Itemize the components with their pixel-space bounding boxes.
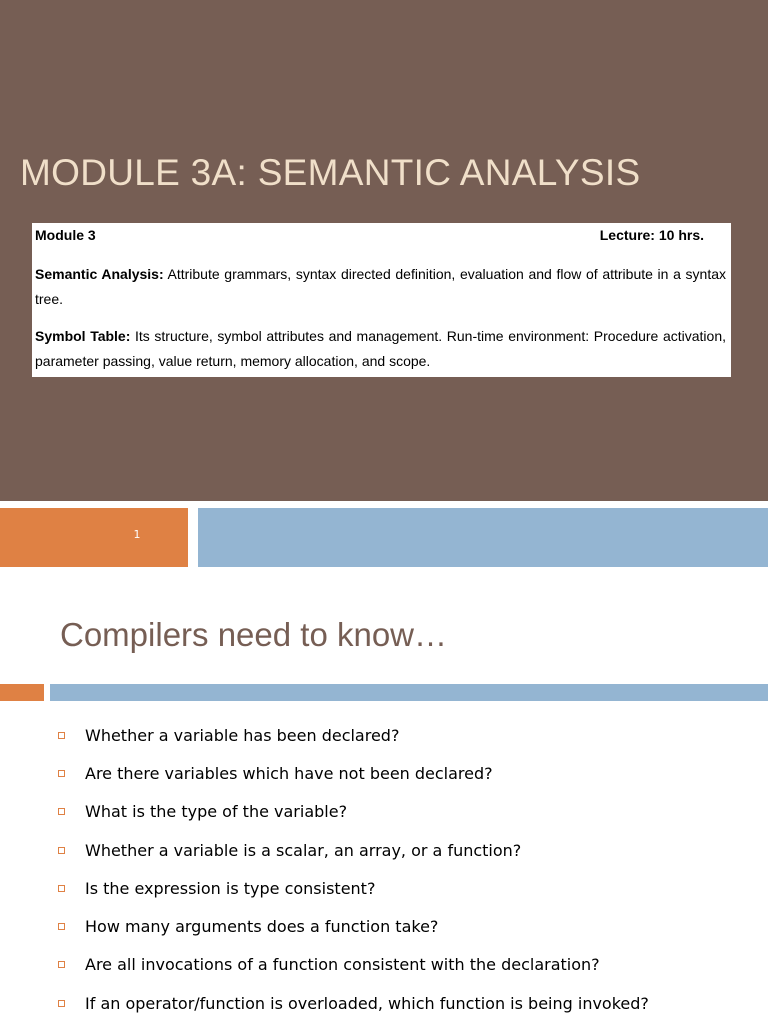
semantic-analysis-label: Semantic Analysis: xyxy=(35,266,164,282)
list-item xyxy=(58,946,649,984)
symbol-table-text: Its structure, symbol attributes and management. Run-time environment: Procedure activation, parameter passing, value return, memory allocation, and scope. xyxy=(35,328,726,369)
square-bullet-icon xyxy=(58,808,65,815)
square-bullet-icon xyxy=(58,923,65,930)
square-bullet-icon xyxy=(58,961,65,968)
list-item xyxy=(58,907,649,945)
semantic-analysis-paragraph xyxy=(35,262,726,312)
title-divider-blue xyxy=(50,684,768,701)
bullet-list xyxy=(58,716,649,1022)
symbol-table-label: Symbol Table: xyxy=(35,328,131,344)
slide2-title: Compilers need to know… xyxy=(60,616,448,653)
square-bullet-icon xyxy=(58,732,65,739)
bullet-text: Whether a variable is a scalar, an array, or a function? xyxy=(85,840,522,860)
bullet-text: If an operator/function is overloaded, which function is being invoked? xyxy=(85,993,649,1013)
page-number: 1 xyxy=(133,528,141,541)
bullet-text: What is the type of the variable? xyxy=(85,802,348,822)
bullet-text: Are all invocations of a function consistent with the declaration? xyxy=(85,955,600,975)
syllabus-header xyxy=(35,225,726,245)
lecture-hours: Lecture: 10 hrs. xyxy=(599,227,704,243)
footer-accent-bar xyxy=(198,508,768,567)
module-label: Module 3 xyxy=(35,227,96,243)
title-divider-orange xyxy=(0,684,44,701)
symbol-table-paragraph xyxy=(35,324,726,374)
square-bullet-icon xyxy=(58,847,65,854)
semantic-analysis-text: Attribute grammars, syntax directed definition, evaluation and flow of attribute in a syntax tree. xyxy=(35,266,726,307)
list-item xyxy=(58,716,649,754)
bullet-text: Whether a variable has been declared? xyxy=(85,725,400,745)
list-item xyxy=(58,869,649,907)
list-item xyxy=(58,793,649,831)
bullet-text: How many arguments does a function take? xyxy=(85,917,439,937)
square-bullet-icon xyxy=(58,1000,65,1007)
list-item xyxy=(58,831,649,869)
square-bullet-icon xyxy=(58,770,65,777)
list-item xyxy=(58,984,649,1022)
bullet-text: Are there variables which have not been declared? xyxy=(85,763,493,783)
square-bullet-icon xyxy=(58,885,65,892)
slide-title: MODULE 3A: SEMANTIC ANALYSIS xyxy=(20,152,641,193)
syllabus-excerpt xyxy=(32,223,731,377)
bullet-text: Is the expression is type consistent? xyxy=(85,878,376,898)
list-item xyxy=(58,754,649,792)
page-number-block xyxy=(0,508,188,567)
